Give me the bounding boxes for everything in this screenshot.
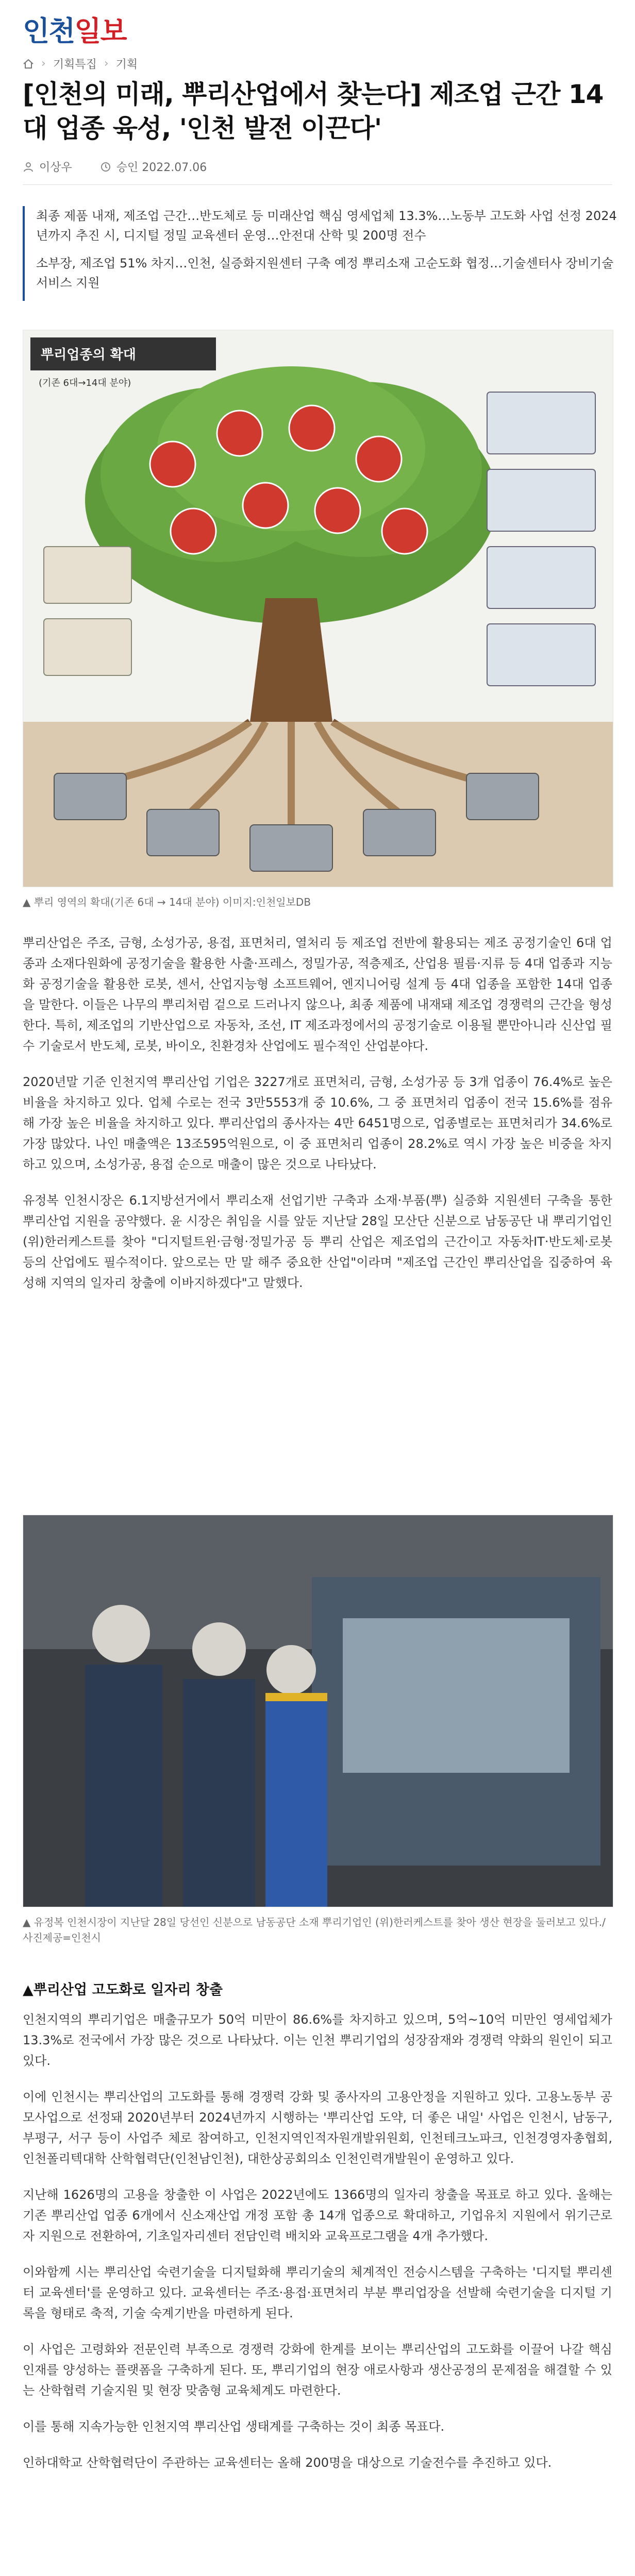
author-name: 이상우 bbox=[39, 161, 72, 174]
infographic-image bbox=[23, 330, 613, 887]
body-paragraph: 유정복 인천시장은 6.1지방선거에서 뿌리소재 선업기반 구축과 소재·부품(뿌) 실증화 지원센터 구축을 통한 뿌리산업 지원을 공약했다. 윤 시장은 취임을 시를 앞둔 지난달 28일 모산단 신분으로 남동공단 내 뿌리기업인 (위)한러케스트를 찾아 "디지털트윈·금형·정밀가공 등 뿌리 산업은 제조업의 근간이고 자동차IT·반도체·로봇 등의 산업에도 필수적이다. 앞으로는 만 말 해주 중요한 산업"이라며 "제조업 근간인 뿌리산업을 집중하여 육성해 지역의 일자리 창출에 이바지하겠다"고 말했다. bbox=[23, 1193, 612, 1290]
summary-paragraph: 최종 제품 내재, 제조업 근간…반도체로 등 미래산업 핵심 영세업체 13.3%…노동부 고도화 사업 선정 2024년까지 추진 시, 디지털 정밀 교육센터 운영…안전대 산학 및 200명 전수 bbox=[36, 209, 617, 243]
breadcrumb-section[interactable]: 기획특집 bbox=[53, 58, 97, 71]
body-paragraph: 뿌리산업은 주조, 금형, 소성가공, 용접, 표면처리, 열처리 등 제조업 전반에 활용되는 제조 공정기술인 6대 업종과 소재다원화에 공정기술을 활용한 사출·프레스, 정밀가공, 적층제조, 산업용 필름·지류 등 4대 업종과 지능화 공정기술을 활용한 로봇, 센서, 산업지능형 소프트웨어, 엔지니어링 설계 등 4대 업종을 포함한 14대 업종을 말한다. 이들은 나무의 뿌리처럼 겉으로 드러나지 않으나, 최종 제품에 내재돼 제조업 경쟁력의 근간을 형성한다. 특히, 제조업의 기반산업으로 자동차, 조선, IT 제조과정에서의 공정기술로 이용될 뿐만아니라 신산업 필수 기술로서 반도체, 로봇, 바이오, 친환경차 산업에도 필수적인 산업분야다. bbox=[23, 936, 612, 1053]
body-paragraph: 이에 인천시는 뿌리산업의 고도화를 통해 경쟁력 강화 및 종사자의 고용안정을 지원하고 있다. 고용노동부 공모사업으로 선정돼 2020년부터 2024년까지 시행하는 '뿌리산업 도약, 더 좋은 내일' 사업은 인천시, 남동구, 부평구, 서구 등이 사업주 체로 참여하고, 인천지역인적자원개발위원회, 인천테크노파크, 인천경영자총협회, 인천폴리텍대학 산학협력단(인천남인천), 대한상공회의소 인천인력개발원이 운영하고 있다. bbox=[23, 2090, 612, 2166]
summary-paragraph: 소부장, 제조업 51% 차지…인천, 실증화지원센터 구축 예정 뿌리소재 고순도화 협정…기술센터사 장비기술 서비스 지원 bbox=[36, 256, 614, 290]
factory-photo-illustration bbox=[23, 1515, 613, 1907]
figure-caption: ▲ 유정복 인천시장이 지난달 28일 당선인 신분으로 남동공단 소재 뿌리기업인 (위)한러케스트를 찾아 생산 현장을 둘러보고 있다./사진제공=인천시 bbox=[23, 1916, 606, 1944]
clock-icon bbox=[100, 161, 111, 173]
body-paragraph: 인하대학교 산학협력단이 주관하는 교육센터는 올해 200명을 대상으로 기술전수를 추진하고 있다. bbox=[23, 2455, 552, 2470]
infographic-title: 뿌리업종의 확대 bbox=[41, 347, 136, 363]
infographic-subtitle: (기존 6대→14대 분야) bbox=[39, 378, 131, 388]
article-summary bbox=[23, 206, 626, 301]
body-paragraph: 인천지역의 뿌리기업은 매출규모가 50억 미만이 86.6%를 차지하고 있으며, 5억~10억 미만인 영세업체가 13.3%로 전국에서 가장 많은 것으로 나타났다. 이는 인천 뿌리기업의 성장잠재와 경쟁력 약화의 원인이 되고 있다. bbox=[23, 2012, 612, 2068]
body-paragraph: 이 사업은 고령화와 전문인력 부족으로 경쟁력 강화에 한계를 보이는 뿌리산업의 고도화를 이끌어 나갈 핵심 인재를 양성하는 플랫폼을 구축하게 된다. 또, 뿌리기업의 현장 애로사항과 생산공정의 문제점을 해결할 수 있는 산학협력 기술지원 및 현장 맞춤형 교육체계도 마련한다. bbox=[23, 2342, 612, 2398]
root-industry-tree-illustration bbox=[23, 330, 613, 887]
home-icon[interactable] bbox=[23, 58, 34, 70]
divider bbox=[23, 184, 612, 185]
body-paragraph: 이를 통해 지속가능한 인천지역 뿌리산업 생태계를 구축하는 것이 최종 목표다. bbox=[23, 2419, 445, 2434]
figure-caption: ▲ 뿌리 영역의 확대(기존 6대 → 14대 분야) 이미지:인천일보DB bbox=[23, 896, 311, 908]
article-body-1 bbox=[23, 933, 612, 1309]
site-logo[interactable]: 인천일보 bbox=[23, 15, 126, 47]
article-body-2 bbox=[23, 2009, 612, 2488]
article-title: [인천의 미래, 뿌리산업에서 찾는다] 제조업 근간 14대 업종 육성, '인천 발전 이끈다' bbox=[23, 79, 604, 143]
publish-date: 승인 2022.07.06 bbox=[116, 161, 207, 174]
body-paragraph: 2020년말 기준 인천지역 뿌리산업 기업은 3227개로 표면처리, 금형, 소성가공 등 3개 업종이 76.4%로 높은 비율을 차지하고 있다. 업체 수로는 전국 3만5553개 중 10.6%, 그 중 표면처리 업종이 전국 15.6%를 점유해 가장 높은 비율을 차지하고 있다. 뿌리산업의 종사자는 4만 6451명으로, 업종별로는 표면처리가 34.6%로 가장 많았다. 나인 매출액은 13조595억원으로, 이 중 표면처리 업종이 28.2%로 역시 가장 높은 비중을 차지하고 있으며, 소성가공, 용접 순으로 매출이 많은 것으로 나타났다. bbox=[23, 1075, 612, 1172]
breadcrumb bbox=[23, 56, 138, 72]
photo-factory-visit bbox=[23, 1515, 613, 1907]
body-paragraph: 지난해 1626명의 고용을 창출한 이 사업은 2022년에도 1366명의 일자리 창출을 목표로 하고 있다. 올해는 기존 뿌리산업 업종 6개에서 신소재산업 개정 포함 총 14개 업종으로 확대하고, 기업유치 지원에서 위기근로자 지원으로 전환하여, 기초일자리센터 전담인력 배치와 교육프로그램을 4개 추가했다. bbox=[23, 2188, 612, 2243]
breadcrumb-separator: › bbox=[41, 57, 46, 70]
breadcrumb-sub[interactable]: 기획 bbox=[115, 58, 138, 71]
body-paragraph: 이와함께 시는 뿌리산업 숙련기술을 디지털화해 뿌리기술의 체계적인 전승시스템을 구축하는 '디지털 뿌리센터 교육센터'를 운영하고 있다. 교육센터는 주조·용접·표면처리 부분 뿌리업장을 선발해 숙련기술을 디지털 기록을 형태로 축적, 기술 숙계기반을 마련하게 된다. bbox=[23, 2265, 612, 2320]
section-heading: ▲뿌리산업 고도화로 일자리 창출 bbox=[23, 1982, 223, 1998]
breadcrumb-separator: › bbox=[104, 57, 109, 70]
user-icon bbox=[23, 161, 34, 173]
article-meta bbox=[23, 159, 207, 175]
